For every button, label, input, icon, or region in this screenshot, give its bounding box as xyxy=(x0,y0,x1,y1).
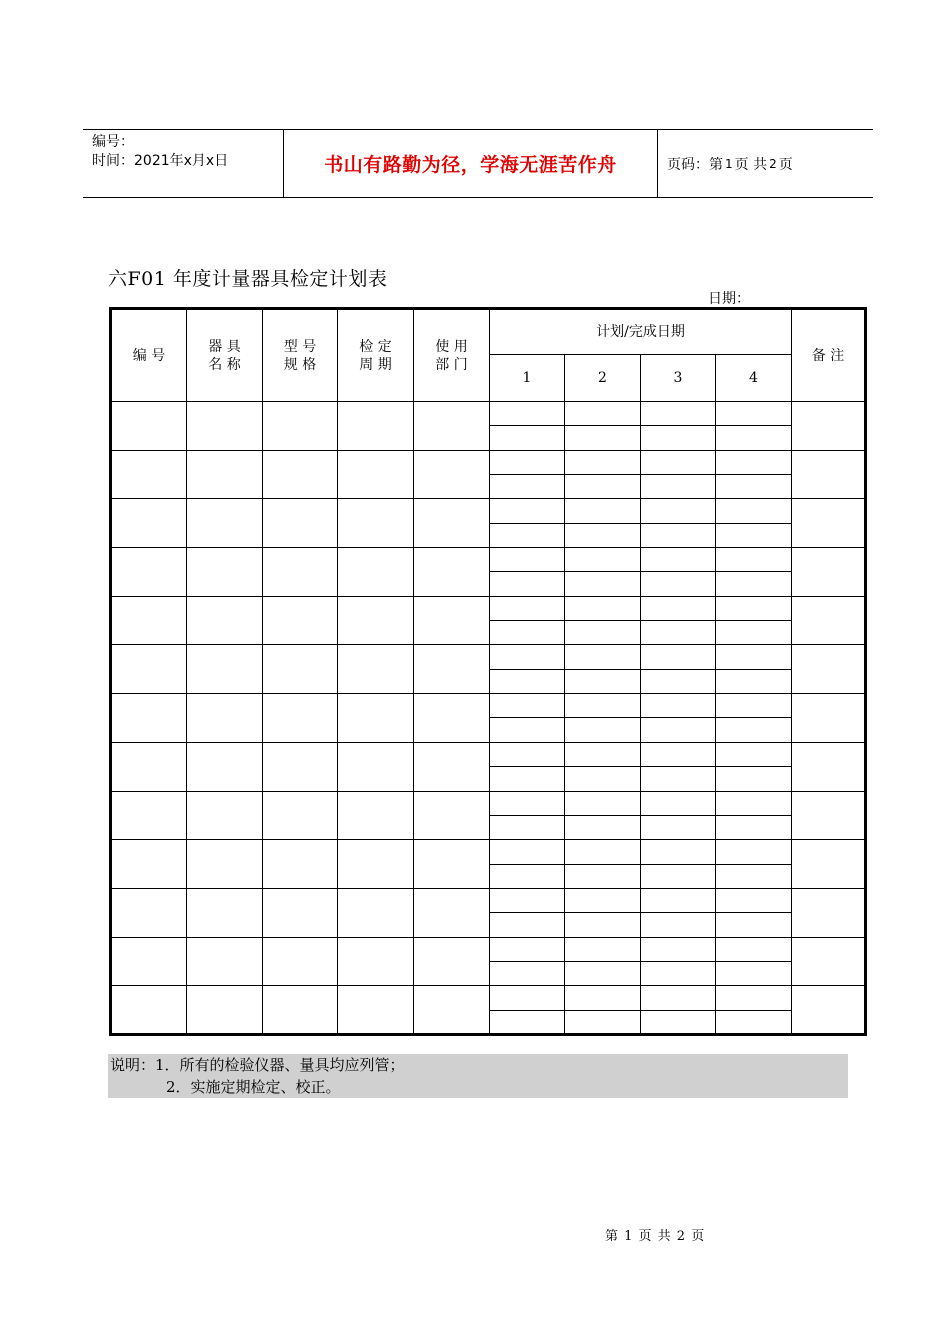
instrument-name-cell[interactable] xyxy=(187,402,263,451)
plan-date-cell-2[interactable] xyxy=(565,596,641,620)
header-motto: 书山有路勤为径，学海无涯苦作舟 xyxy=(284,130,658,197)
instrument-name-cell[interactable] xyxy=(187,742,263,791)
done-date-cell-4[interactable] xyxy=(716,669,792,693)
plan-date-cell-4[interactable] xyxy=(716,840,792,864)
instrument-name-cell[interactable] xyxy=(187,548,263,597)
date-field xyxy=(708,288,820,308)
plan-date-cell-2[interactable] xyxy=(565,499,641,523)
dept-cell[interactable] xyxy=(414,548,490,597)
remark-cell[interactable] xyxy=(792,596,866,645)
done-date-cell-3[interactable] xyxy=(641,572,716,596)
plan-date-cell-3[interactable] xyxy=(641,450,716,474)
table-row xyxy=(111,548,866,572)
table-row xyxy=(111,791,866,815)
done-date-cell-3[interactable] xyxy=(641,621,716,645)
done-date-cell-4[interactable] xyxy=(716,621,792,645)
table-row xyxy=(111,450,866,474)
number-cell[interactable] xyxy=(111,937,187,986)
number-cell[interactable] xyxy=(111,645,187,694)
document-title: 六F01 年度计量器具检定计划表 xyxy=(108,268,388,290)
model-spec-cell[interactable] xyxy=(263,548,338,597)
page-prefix: 页码：第 xyxy=(667,156,723,173)
plan-date-cell-2[interactable] xyxy=(565,791,641,815)
plan-date-cell-3[interactable] xyxy=(641,402,716,426)
header-remark: 备 注 xyxy=(792,309,866,402)
header-calibration-period-l2: 周 期 xyxy=(359,356,392,373)
done-date-cell-3[interactable] xyxy=(641,669,716,693)
instrument-name-cell[interactable] xyxy=(187,937,263,986)
dept-cell[interactable] xyxy=(414,742,490,791)
remark-cell[interactable] xyxy=(792,450,866,499)
plan-date-cell-4[interactable] xyxy=(716,986,792,1010)
done-date-cell-2[interactable] xyxy=(565,523,641,547)
model-spec-cell[interactable] xyxy=(263,402,338,451)
done-date-cell-3[interactable] xyxy=(641,523,716,547)
plan-date-cell-4[interactable] xyxy=(716,499,792,523)
document-header xyxy=(83,129,873,198)
number-cell[interactable] xyxy=(111,450,187,499)
plan-date-cell-4[interactable] xyxy=(716,450,792,474)
plan-date-cell-4[interactable] xyxy=(716,742,792,766)
instrument-name-cell[interactable] xyxy=(187,791,263,840)
done-date-cell-1[interactable] xyxy=(490,718,565,742)
done-date-cell-1[interactable] xyxy=(490,572,565,596)
number-label: 编号： xyxy=(92,134,134,150)
done-date-cell-1[interactable] xyxy=(490,426,565,450)
done-date-cell-4[interactable] xyxy=(716,572,792,596)
period-cell[interactable] xyxy=(338,596,414,645)
remark-cell[interactable] xyxy=(792,937,866,986)
remark-cell[interactable] xyxy=(792,548,866,597)
note-line-1: 说明：1．所有的检验仪器、量具均应列管； xyxy=(110,1056,405,1074)
table-row xyxy=(111,694,866,718)
instrument-name-cell[interactable] xyxy=(187,840,263,889)
number-cell[interactable] xyxy=(111,548,187,597)
plan-date-cell-2[interactable] xyxy=(565,840,641,864)
plan-date-cell-1[interactable] xyxy=(490,694,565,718)
done-date-cell-1[interactable] xyxy=(490,523,565,547)
number-cell[interactable] xyxy=(111,596,187,645)
time-label: 时间：2021年x月x日 xyxy=(92,153,229,169)
plan-date-cell-3[interactable] xyxy=(641,840,716,864)
number-cell[interactable] xyxy=(111,791,187,840)
period-cell[interactable] xyxy=(338,499,414,548)
dept-cell[interactable] xyxy=(414,694,490,743)
remark-cell[interactable] xyxy=(792,499,866,548)
table-row xyxy=(111,888,866,912)
plan-date-cell-3[interactable] xyxy=(641,596,716,620)
dept-cell[interactable] xyxy=(414,596,490,645)
page-footer: 第 1 页 共 2 页 xyxy=(605,1229,706,1244)
period-cell[interactable] xyxy=(338,548,414,597)
done-date-cell-4[interactable] xyxy=(716,913,792,937)
plan-date-cell-3[interactable] xyxy=(641,694,716,718)
done-date-cell-4[interactable] xyxy=(716,523,792,547)
done-date-cell-1[interactable] xyxy=(490,864,565,888)
remark-cell[interactable] xyxy=(792,402,866,451)
plan-date-cell-2[interactable] xyxy=(565,888,641,912)
plan-date-cell-3[interactable] xyxy=(641,548,716,572)
plan-date-cell-1[interactable] xyxy=(490,499,565,523)
period-cell[interactable] xyxy=(338,840,414,889)
model-spec-cell[interactable] xyxy=(263,742,338,791)
plan-date-cell-4[interactable] xyxy=(716,596,792,620)
done-date-cell-2[interactable] xyxy=(565,572,641,596)
note-line-2: 2．实施定期检定、校正。 xyxy=(166,1078,341,1096)
header-model-spec-l2: 规 格 xyxy=(283,356,317,373)
plan-date-cell-4[interactable] xyxy=(716,645,792,669)
done-date-cell-2[interactable] xyxy=(565,864,641,888)
done-date-cell-2[interactable] xyxy=(565,475,641,499)
header-model-spec-l1: 型 号 xyxy=(283,338,317,355)
done-date-cell-2[interactable] xyxy=(565,961,641,985)
done-date-cell-3[interactable] xyxy=(641,961,716,985)
remark-cell[interactable] xyxy=(792,645,866,694)
done-date-cell-2[interactable] xyxy=(565,1010,641,1034)
model-spec-cell[interactable] xyxy=(263,450,338,499)
number-cell[interactable] xyxy=(111,694,187,743)
header-user-dept-l1: 使 用 xyxy=(435,338,468,355)
plan-table-body xyxy=(111,402,866,1035)
period-cell[interactable] xyxy=(338,791,414,840)
dept-cell[interactable] xyxy=(414,499,490,548)
plan-date-cell-3[interactable] xyxy=(641,986,716,1010)
instrument-name-cell[interactable] xyxy=(187,694,263,743)
done-date-cell-4[interactable] xyxy=(716,1010,792,1034)
done-date-cell-4[interactable] xyxy=(716,426,792,450)
header-calibration-period xyxy=(338,309,414,402)
plan-date-cell-3[interactable] xyxy=(641,742,716,766)
date-label: 日期： xyxy=(708,291,750,307)
instrument-name-cell[interactable] xyxy=(187,499,263,548)
done-date-cell-2[interactable] xyxy=(565,669,641,693)
table-row xyxy=(111,596,866,620)
done-date-cell-2[interactable] xyxy=(565,913,641,937)
model-spec-cell[interactable] xyxy=(263,937,338,986)
done-date-cell-1[interactable] xyxy=(490,475,565,499)
header-user-dept-l2: 部 门 xyxy=(435,356,468,373)
plan-date-cell-1[interactable] xyxy=(490,986,565,1010)
model-spec-cell[interactable] xyxy=(263,986,338,1035)
done-date-cell-2[interactable] xyxy=(565,815,641,839)
plan-date-cell-4[interactable] xyxy=(716,937,792,961)
number-cell[interactable] xyxy=(111,840,187,889)
number-cell[interactable] xyxy=(111,742,187,791)
plan-date-cell-2[interactable] xyxy=(565,986,641,1010)
period-cell[interactable] xyxy=(338,694,414,743)
page-current: 1 xyxy=(725,156,733,171)
model-spec-cell[interactable] xyxy=(263,840,338,889)
header-meta xyxy=(83,130,284,197)
table-row xyxy=(111,742,866,766)
header-page-info xyxy=(658,130,873,197)
plan-date-cell-2[interactable] xyxy=(565,548,641,572)
plan-date-cell-2[interactable] xyxy=(565,694,641,718)
plan-date-cell-1[interactable] xyxy=(490,791,565,815)
done-date-cell-2[interactable] xyxy=(565,767,641,791)
plan-date-cell-1[interactable] xyxy=(490,596,565,620)
remark-cell[interactable] xyxy=(792,840,866,889)
dept-cell[interactable] xyxy=(414,888,490,937)
period-cell[interactable] xyxy=(338,986,414,1035)
done-date-cell-3[interactable] xyxy=(641,864,716,888)
plan-date-cell-4[interactable] xyxy=(716,402,792,426)
page-mid: 页 共 xyxy=(734,156,768,173)
header-instrument-name-l2: 名 称 xyxy=(208,356,241,373)
period-cell[interactable] xyxy=(338,645,414,694)
table-row xyxy=(111,645,866,669)
table-row xyxy=(111,840,866,864)
done-date-cell-4[interactable] xyxy=(716,815,792,839)
period-cell[interactable] xyxy=(338,888,414,937)
dept-cell[interactable] xyxy=(414,840,490,889)
done-date-cell-4[interactable] xyxy=(716,767,792,791)
done-date-cell-4[interactable] xyxy=(716,718,792,742)
plan-date-cell-2[interactable] xyxy=(565,937,641,961)
calibration-plan-table xyxy=(109,307,867,1036)
plan-date-cell-4[interactable] xyxy=(716,791,792,815)
done-date-cell-1[interactable] xyxy=(490,621,565,645)
dept-cell[interactable] xyxy=(414,645,490,694)
table-row xyxy=(111,402,866,426)
done-date-cell-3[interactable] xyxy=(641,815,716,839)
done-date-cell-1[interactable] xyxy=(490,913,565,937)
period-cell[interactable] xyxy=(338,937,414,986)
done-date-cell-1[interactable] xyxy=(490,669,565,693)
period-cell[interactable] xyxy=(338,742,414,791)
plan-date-cell-1[interactable] xyxy=(490,840,565,864)
instrument-name-cell[interactable] xyxy=(187,450,263,499)
plan-date-cell-1[interactable] xyxy=(490,548,565,572)
plan-date-cell-2[interactable] xyxy=(565,645,641,669)
plan-date-cell-4[interactable] xyxy=(716,548,792,572)
page-total: 2 xyxy=(769,156,777,171)
remark-cell[interactable] xyxy=(792,694,866,743)
period-cell[interactable] xyxy=(338,450,414,499)
number-cell[interactable] xyxy=(111,499,187,548)
header-calibration-period-l1: 检 定 xyxy=(359,338,392,355)
header-plan-col-4: 4 xyxy=(716,355,792,402)
model-spec-cell[interactable] xyxy=(263,499,338,548)
done-date-cell-3[interactable] xyxy=(641,767,716,791)
plan-date-cell-1[interactable] xyxy=(490,937,565,961)
done-date-cell-4[interactable] xyxy=(716,475,792,499)
header-model-spec xyxy=(263,309,338,402)
plan-date-cell-2[interactable] xyxy=(565,450,641,474)
remark-cell[interactable] xyxy=(792,742,866,791)
remark-cell[interactable] xyxy=(792,888,866,937)
plan-date-cell-2[interactable] xyxy=(565,742,641,766)
done-date-cell-3[interactable] xyxy=(641,913,716,937)
dept-cell[interactable] xyxy=(414,450,490,499)
header-user-dept xyxy=(414,309,490,402)
date-blank[interactable] xyxy=(750,293,820,308)
header-instrument-name xyxy=(187,309,263,402)
notes-box xyxy=(108,1054,848,1098)
plan-date-cell-3[interactable] xyxy=(641,937,716,961)
plan-date-cell-1[interactable] xyxy=(490,888,565,912)
done-date-cell-2[interactable] xyxy=(565,426,641,450)
plan-date-cell-3[interactable] xyxy=(641,791,716,815)
header-plan-col-3: 3 xyxy=(641,355,716,402)
table-row xyxy=(111,937,866,961)
plan-date-cell-4[interactable] xyxy=(716,694,792,718)
instrument-name-cell[interactable] xyxy=(187,645,263,694)
page-suffix: 页 xyxy=(778,156,793,173)
remark-cell[interactable] xyxy=(792,791,866,840)
number-cell[interactable] xyxy=(111,986,187,1035)
done-date-cell-4[interactable] xyxy=(716,961,792,985)
plan-date-cell-3[interactable] xyxy=(641,645,716,669)
model-spec-cell[interactable] xyxy=(263,888,338,937)
plan-table-wrapper xyxy=(109,307,867,1036)
plan-date-cell-3[interactable] xyxy=(641,499,716,523)
done-date-cell-1[interactable] xyxy=(490,815,565,839)
model-spec-cell[interactable] xyxy=(263,645,338,694)
header-instrument-name-l1: 器 具 xyxy=(208,338,241,355)
done-date-cell-3[interactable] xyxy=(641,718,716,742)
done-date-cell-3[interactable] xyxy=(641,426,716,450)
header-plan-col-2: 2 xyxy=(565,355,641,402)
table-row xyxy=(111,986,866,1010)
plan-date-cell-4[interactable] xyxy=(716,888,792,912)
instrument-name-cell[interactable] xyxy=(187,986,263,1035)
model-spec-cell[interactable] xyxy=(263,694,338,743)
dept-cell[interactable] xyxy=(414,986,490,1035)
instrument-name-cell[interactable] xyxy=(187,888,263,937)
plan-date-cell-3[interactable] xyxy=(641,888,716,912)
plan-date-cell-1[interactable] xyxy=(490,645,565,669)
plan-date-cell-1[interactable] xyxy=(490,742,565,766)
plan-date-cell-2[interactable] xyxy=(565,402,641,426)
instrument-name-cell[interactable] xyxy=(187,596,263,645)
header-plan-dates: 计划/完成日期 xyxy=(490,309,792,355)
header-number: 编 号 xyxy=(111,309,187,402)
dept-cell[interactable] xyxy=(414,937,490,986)
header-plan-col-1: 1 xyxy=(490,355,565,402)
plan-date-cell-1[interactable] xyxy=(490,450,565,474)
done-date-cell-3[interactable] xyxy=(641,475,716,499)
remark-cell[interactable] xyxy=(792,986,866,1035)
done-date-cell-1[interactable] xyxy=(490,767,565,791)
done-date-cell-1[interactable] xyxy=(490,1010,565,1034)
done-date-cell-1[interactable] xyxy=(490,961,565,985)
number-cell[interactable] xyxy=(111,402,187,451)
done-date-cell-4[interactable] xyxy=(716,864,792,888)
table-row xyxy=(111,499,866,523)
plan-date-cell-1[interactable] xyxy=(490,402,565,426)
dept-cell[interactable] xyxy=(414,402,490,451)
number-cell[interactable] xyxy=(111,888,187,937)
done-date-cell-3[interactable] xyxy=(641,1010,716,1034)
model-spec-cell[interactable] xyxy=(263,791,338,840)
done-date-cell-2[interactable] xyxy=(565,621,641,645)
done-date-cell-2[interactable] xyxy=(565,718,641,742)
model-spec-cell[interactable] xyxy=(263,596,338,645)
period-cell[interactable] xyxy=(338,402,414,451)
dept-cell[interactable] xyxy=(414,791,490,840)
